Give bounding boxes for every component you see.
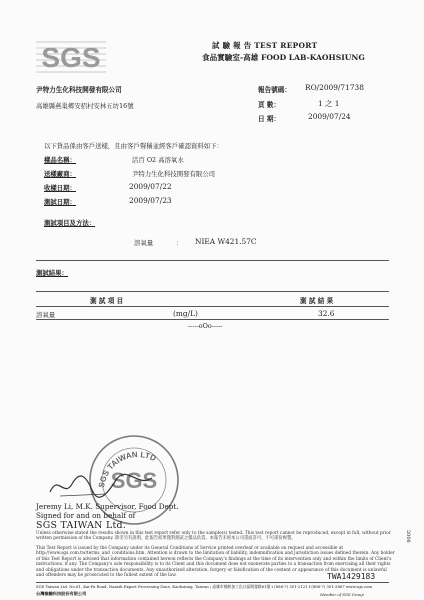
footer-group: Member of SGS Group (320, 592, 364, 597)
serial-number: TWA1429183 (327, 572, 376, 581)
sample-name-label: 樣品名稱： (44, 156, 76, 164)
disclaimer-results: Unless otherwise stated the results shown in this test report refer only to the sample(s) tested. This test report cannot be reproduced, except in full, without prior written permission of the Company. 除非另有說明，此報告結果僅對測試之樣品負責。本報告未經本公司書面許可，不可部份複製。 (36, 531, 391, 542)
method-standard: NIEA W421.57C (195, 237, 257, 246)
section-divider (36, 260, 389, 261)
test-date-value: 2009/07/23 (129, 196, 172, 205)
client-address: 高雄縣燕巢鄉安招村安林五坊16號 (36, 102, 134, 110)
report-number-label: 報告號碼： (258, 86, 291, 94)
sender-label: 送樣廠商： (44, 170, 76, 178)
report-title: 試 驗 報 告 TEST REPORT (212, 41, 318, 50)
footer-rule (36, 582, 389, 583)
table-bottom-rule (36, 319, 389, 320)
svg-text:SGS: SGS (110, 468, 158, 493)
method-item: 溶氧量 (134, 239, 154, 247)
table-header-rule (36, 306, 389, 307)
signed-on-behalf: Signed for and on behalf of (36, 511, 136, 520)
page-value: 1 之 1 (318, 99, 340, 108)
methods-label: 測試項目及方法： (44, 219, 96, 227)
received-date-value: 2009/07/22 (129, 182, 172, 191)
side-year: 2006 (405, 530, 411, 543)
lab-name: 食品實驗室-高雄 FOOD LAB-KAOHSIUNG (202, 53, 365, 62)
date-value: 2009/07/24 (308, 112, 351, 121)
col-header-result: 測 試 結 果 (300, 297, 334, 305)
svg-text:SGS TAIWAN LTD: SGS TAIWAN LTD (96, 449, 158, 489)
client-name: 尹特力生化科技開發有限公司 (36, 86, 122, 94)
sample-name-value: 活百 O2 高溶氧水 (132, 156, 184, 164)
results-label: 測試結果： (36, 269, 68, 277)
result-item: 溶氧量 (36, 311, 56, 319)
page-label: 頁 數： (258, 101, 281, 109)
sample-intro: 以下貨品係由客戶送樣，且由客戶聲稱並經客戶確認資料如下： (44, 142, 223, 150)
disclaimer-conditions: This Test Report is issued by the Company under its General Conditions of Service printed overleaf or available on request and accessible at http://www.sgs.com.tw/terms_and_conditions.htm. Attention is drawn to the limitation of liability, indemnification and jurisdiction issues defined therein. Any holder of this Test Report is advised that information contained hereon reflects the Company's findings at the time of its intervention only and within the limits of Client's instructions, if any. The Company's sole responsibility is to its Client and this document does not exonerate parties to a transaction from exercising all their rights and obligations under the transaction documents. Any unauthorized alteration, forgery or falsification of the content or appearance of this document is unlawful and offenders may be prosecuted to the fullest extent of the law. (36, 546, 395, 579)
result-unit: (mg/L) (173, 309, 198, 318)
end-of-results-mark: -----oOo----- (188, 322, 223, 330)
received-date-label: 收樣日期： (44, 184, 76, 192)
footer-address: SGS Taiwan Ltd. No.61, Kai-Fa Road, Nanzih Export Processing Zone, Kaohsiung, Taiwan / 高雄市楠梓加工出口區開發路61號 t (886-7) 301-2121 f (886-7) 301-2867 www.sgs.com (36, 584, 372, 589)
col-header-item: 測 試 項 目 (90, 297, 124, 305)
signer-name: Jeremy Li, M.K. Supervisor, Food Dept. (36, 502, 179, 511)
sgs-logo (36, 36, 106, 76)
report-number-value: RO/2009/71738 (305, 83, 364, 92)
table-top-rule (36, 291, 389, 292)
result-value: 32.6 (318, 309, 335, 318)
handwritten-signature (46, 470, 156, 500)
date-label: 日 期： (258, 115, 281, 123)
footer-company-cn: 台灣檢驗科技股份有限公司 (36, 591, 87, 596)
method-colon: ： (176, 239, 183, 247)
sender-value: 尹特力生化科技開發有限公司 (132, 170, 216, 178)
company-name: SGS TAIWAN Ltd. (36, 520, 127, 531)
test-date-label: 測試日期： (44, 198, 76, 206)
svg-text:SGS: SGS (41, 42, 101, 73)
